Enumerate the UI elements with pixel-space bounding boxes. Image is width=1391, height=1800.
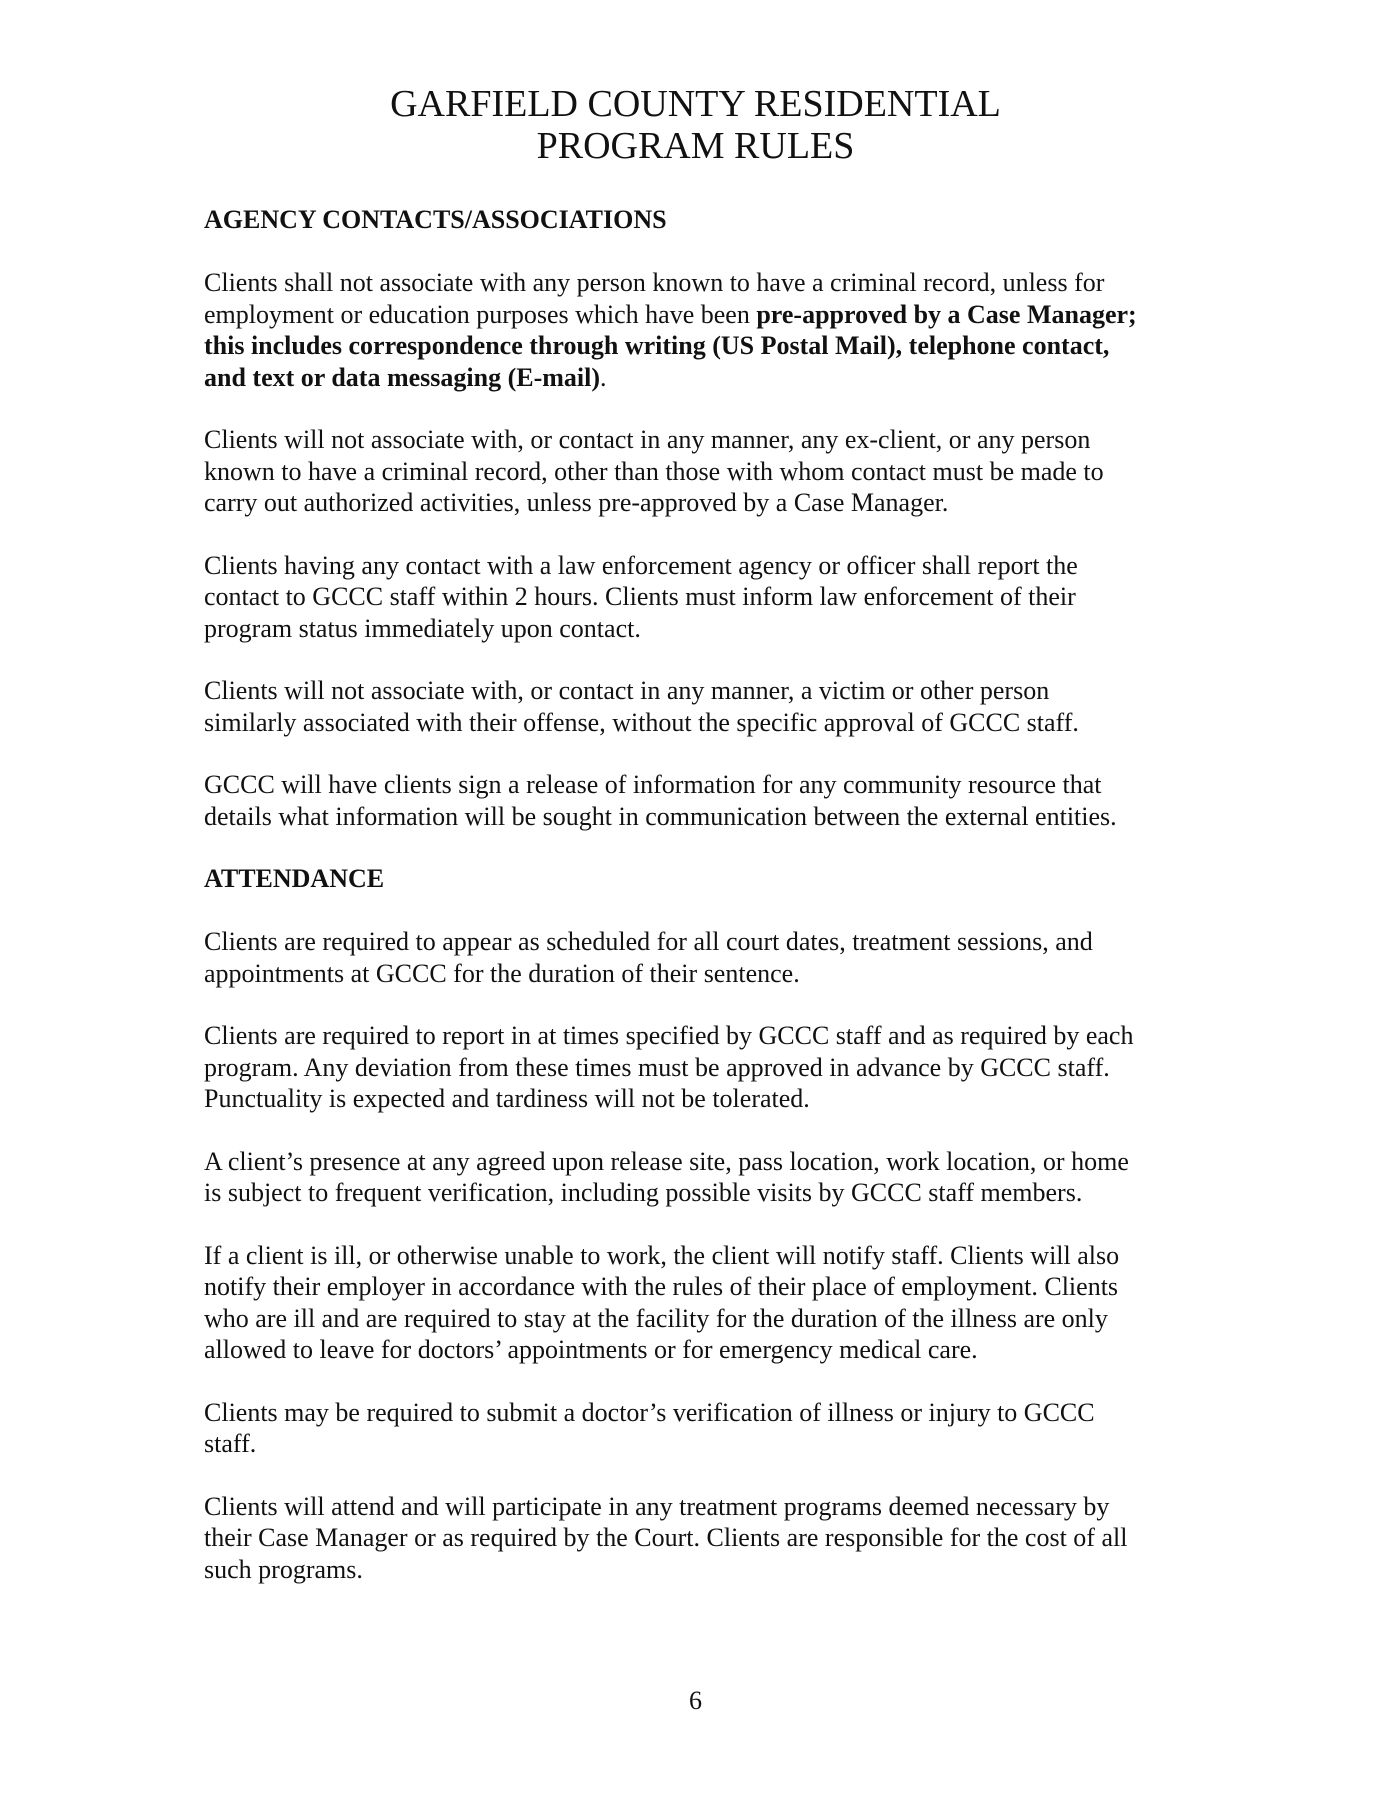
paragraph: [204, 1397, 1204, 1460]
paragraph-line: staff.: [204, 1429, 257, 1458]
paragraph: [204, 1020, 1204, 1115]
page-number: 6: [689, 1686, 702, 1715]
bold-text: this includes correspondence through writing (US Postal Mail), telephone contact,: [204, 331, 1110, 360]
paragraph-line: similarly associated with their offense, without the specific approval of GCCC staff.: [204, 707, 1079, 737]
paragraph-line: notify their employer in accordance with the rules of their place of employment. Clients: [204, 1272, 1119, 1301]
paragraph-line: Clients will not associate with, or contact in any manner, a victim or other person: [204, 676, 1050, 705]
paragraph-line: [204, 362, 1204, 394]
paragraph: [204, 1146, 1204, 1209]
document-body: [204, 204, 1204, 1616]
paragraph: [204, 675, 1204, 738]
paragraph-line: [204, 330, 1204, 362]
paragraph: [204, 926, 1204, 989]
paragraph-line: carry out authorized activities, unless pre-approved by a Case Manager.: [204, 488, 949, 517]
paragraph-line: Clients are required to appear as scheduled for all court dates, treatment sessions, and: [204, 927, 1093, 956]
paragraph-line: is subject to frequent verification, including possible visits by GCCC staff members.: [204, 1178, 1083, 1207]
paragraph-line: who are ill and are required to stay at the facility for the duration of the illness are only: [204, 1303, 1108, 1333]
paragraph-line: appointments at GCCC for the duration of their sentence.: [204, 958, 800, 988]
paragraph-line: Clients having any contact with a law enforcement agency or officer shall report the: [204, 550, 1078, 580]
paragraph-line: [204, 299, 1204, 331]
document-title-line-1: GARFIELD COUNTY RESIDENTIAL: [390, 83, 1001, 125]
paragraph-line: Clients will attend and will participate in any treatment programs deemed necessary by: [204, 1491, 1110, 1521]
paragraph: [204, 1240, 1204, 1366]
paragraph-line: allowed to leave for doctors’ appointments or for emergency medical care.: [204, 1335, 978, 1364]
paragraph-line: their Case Manager or as required by the Court. Clients are responsible for the cost of all: [204, 1523, 1128, 1552]
paragraph-line: Clients may be required to submit a doctor’s verification of illness or injury to GCCC: [204, 1397, 1095, 1427]
section-heading-agency-contacts: AGENCY CONTACTS/ASSOCIATIONS: [204, 205, 667, 234]
paragraph: [204, 267, 1204, 393]
section-heading-attendance: ATTENDANCE: [204, 864, 385, 893]
paragraph-line: known to have a criminal record, other than those with whom contact must be made to: [204, 456, 1104, 486]
paragraph-line: program. Any deviation from these times must be approved in advance by GCCC staff.: [204, 1052, 1110, 1082]
line-text: employment or education purposes which have been: [204, 299, 757, 329]
paragraph-line: contact to GCCC staff within 2 hours. Clients must inform law enforcement of their: [204, 582, 1076, 611]
paragraph-line: such programs.: [204, 1554, 363, 1584]
paragraph-line: Clients are required to report in at times specified by GCCC staff and as required by each: [204, 1021, 1134, 1050]
paragraph-line: Punctuality is expected and tardiness will not be tolerated.: [204, 1084, 810, 1113]
paragraph-line: GCCC will have clients sign a release of information for any community resource that: [204, 770, 1102, 799]
bold-text: and text or data messaging (E-mail): [204, 362, 601, 392]
paragraph-line: A client’s presence at any agreed upon release site, pass location, work location, or home: [204, 1146, 1129, 1176]
paragraph: [204, 424, 1204, 519]
document-title-line-2: PROGRAM RULES: [536, 125, 855, 167]
paragraph-line: Clients shall not associate with any person known to have a criminal record, unless for: [204, 268, 1105, 297]
paragraph-line: If a client is ill, or otherwise unable to work, the client will notify staff. Clients will also: [204, 1240, 1120, 1270]
paragraph-line: Clients will not associate with, or contact in any manner, any ex-client, or any person: [204, 425, 1091, 454]
line-text: .: [600, 362, 607, 392]
paragraph: [204, 1491, 1204, 1586]
paragraph: [204, 769, 1204, 832]
bold-text: pre-approved by a Case Manager;: [756, 299, 1137, 329]
paragraph: [204, 550, 1204, 645]
paragraph-line: program status immediately upon contact.: [204, 613, 641, 643]
paragraph-line: details what information will be sought in communication between the external entities.: [204, 801, 1117, 831]
